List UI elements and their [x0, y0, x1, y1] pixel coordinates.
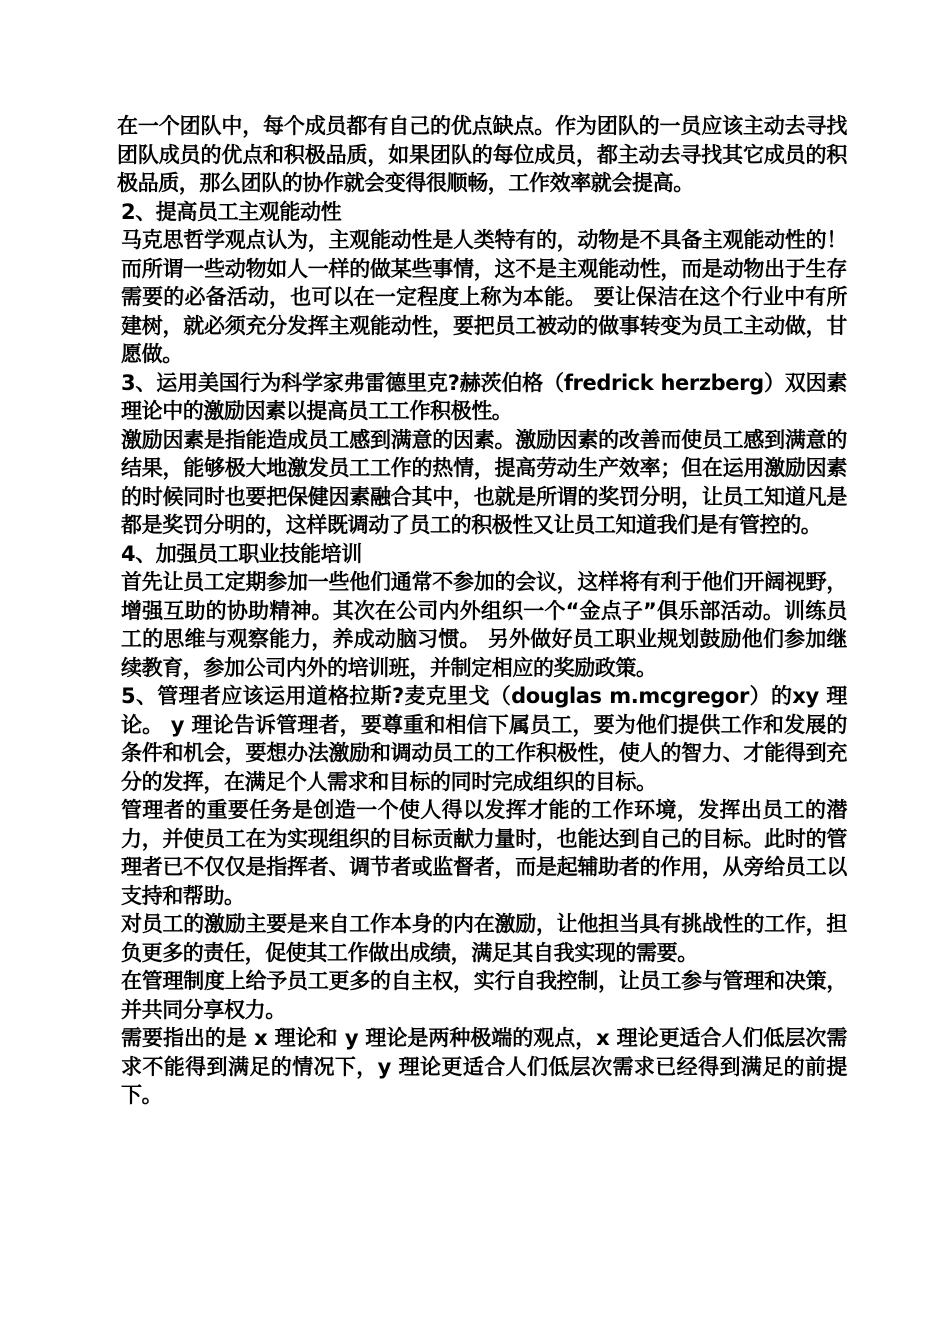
- paragraph-motivators: 激励因素是指能造成员工感到满意的因素。激励因素的改善而使员工感到满意的结果，能够极大地激发员工工作的热情，提高劳动生产效率；但在运用激励因素的时候同时也要把保健因素融合其中，也就是所谓的奖罚分明，让员工知道凡是都是奖罚分明的，这样既调动了员工的积极性又让员工知道我们是有管控的。: [121, 427, 847, 537]
- paragraph-xy-conclusion: 需要指出的是 x 理论和 y 理论是两种极端的观点，x 理论更适合人们低层次需求不能得到满足的情况下，y 理论更适合人们低层次需求已经得到满足的前提下。: [121, 1026, 847, 1107]
- heading-two-factor-theory: 3、运用美国行为科学家弗雷德里克?赫茨伯格（fredrick herzberg）双因素理论中的激励因素以提高员工工作积极性。: [121, 370, 847, 423]
- paragraph-initiative: 马克思哲学观点认为，主观能动性是人类特有的，动物是不具备主观能动性的！而所谓一些动物如人一样的做某些事情，这不是主观能动性，而是动物出于生存需要的必备活动，也可以在一定程度上称为本能。 要让保洁在这个行业中有所建树，就必须充分发挥主观能动性，要把员工被动的做事转变为员工主动做，甘愿做。: [121, 228, 847, 366]
- heading-xy-theory: 5、管理者应该运用道格拉斯?麦克里戈（douglas m.mcgregor）的xy 理论。 y 理论告诉管理者，要尊重和相信下属员工，要为他们提供工作和发展的条件和机会，要想办法激励和调动员工的工作积极性，使人的智力、才能得到充分的发挥，在满足个人需求和目标的同时完成组织的目标。: [121, 684, 847, 794]
- paragraph-skills-training: 首先让员工定期参加一些他们通常不参加的会议，这样将有利于他们开阔视野，增强互助的协助精神。其次在公司内外组织一个“金点子”俱乐部活动。训练员工的思维与观察能力，养成动脑习惯。 另外做好员工职业规划鼓励他们参加继续教育，参加公司内外的培训班，并制定相应的奖励政策。: [121, 570, 847, 680]
- heading-skills-training: 4、加强员工职业技能培训: [121, 541, 362, 566]
- paragraph-autonomy: 在管理制度上给予员工更多的自主权，实行自我控制，让员工参与管理和决策，并共同分享权力。: [121, 969, 847, 1022]
- heading-initiative: 2、提高员工主观能动性: [121, 199, 342, 224]
- paragraph-teamwork: 在一个团队中，每个成员都有自己的优点缺点。作为团队的一员应该主动去寻找团队成员的优点和积极品质，如果团队的每位成员，都主动去寻找其它成员的积极品质，那么团队的协作就会变得很顺畅，工作效率就会提高。: [117, 114, 847, 195]
- paragraph-intrinsic-motivation: 对员工的激励主要是来自工作本身的内在激励，让他担当具有挑战性的工作，担负更多的责任，促使其工作做出成绩，满足其自我实现的需要。: [121, 912, 847, 965]
- document-body: [117, 112, 847, 1110]
- paragraph-manager-task: 管理者的重要任务是创造一个使人得以发挥才能的工作环境，发挥出员工的潜力，并使员工在为实现组织的目标贡献力量时，也能达到自己的目标。此时的管理者已不仅仅是指挥者、调节者或监督者，而是起辅助者的作用，从旁给员工以支持和帮助。: [121, 798, 847, 908]
